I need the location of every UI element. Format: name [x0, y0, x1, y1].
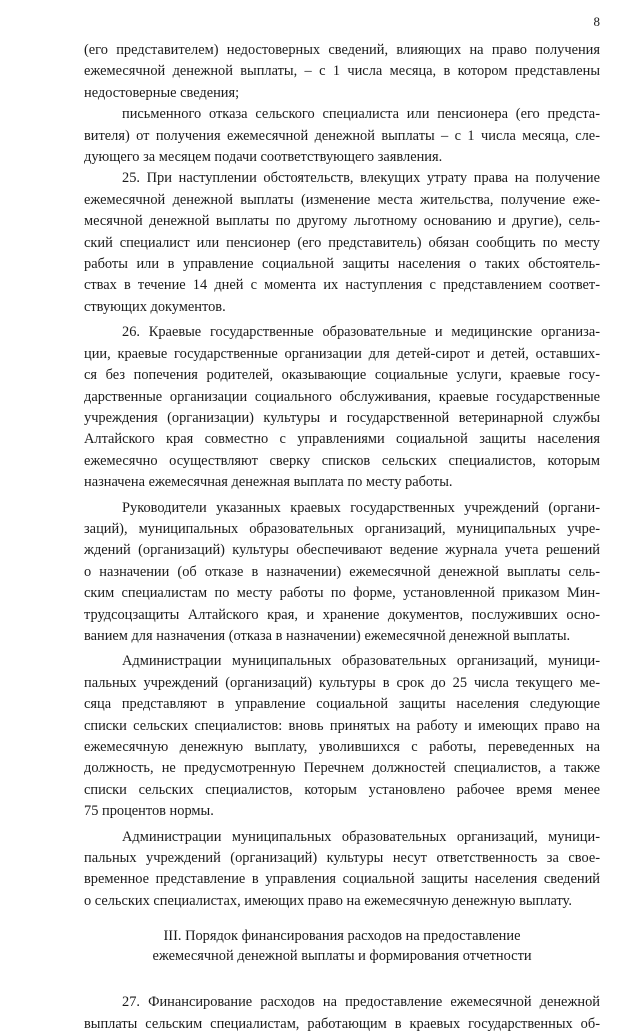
text-line: 26. Краевые государственные образовательные и медицинские организа-: [122, 324, 600, 341]
text-line: о сельских специалистах, имеющих право на ежемесячную денежную выплату.: [84, 892, 572, 909]
text-line: месячной денежной выплаты по другому льготному основанию и другие), сель-: [84, 213, 600, 230]
text-line: 25. При наступлении обстоятельств, влекущих утрату права на получение: [122, 170, 600, 187]
text-line: временное представление в управления социальной защиты населения сведений: [84, 871, 600, 888]
text-line: ствующих документов.: [84, 298, 226, 315]
text-line: выплаты сельским специалистам, работающим в краевых государственных об-: [84, 1015, 600, 1032]
text-line: ции, краевые государственные организации для детей-сирот и детей, оставших-: [84, 345, 600, 362]
text-line: заций), муниципальных образовательных организаций, муниципальных учре-: [84, 520, 600, 537]
paragraph-25: [84, 168, 600, 318]
text-line: трудсоцзащиты Алтайского края, и хранение документов, послуживших осно-: [84, 606, 600, 623]
text-line: ся без попечения родителей, оказывающие социальные услуги, краевые госу-: [84, 367, 600, 384]
section-heading-line: ежемесячной денежной выплаты и формирования отчетности: [152, 948, 532, 965]
document-body: [84, 40, 600, 1035]
text-line: назначена ежемесячная денежная выплата по месту работы.: [84, 474, 453, 491]
paragraph-continuation: [84, 40, 600, 104]
paragraph-refusal: [84, 104, 600, 168]
text-line: Руководители указанных краевых государственных учреждений (органи-: [122, 499, 600, 516]
text-line: пальных учреждений (организаций) культуры в срок до 25 числа текущего ме-: [84, 674, 600, 691]
paragraph-administrations-lists: [84, 651, 600, 822]
text-line: дарственные организации социального обслуживания, краевые государственные: [84, 388, 600, 405]
text-line: списки сельских специалистов: вновь принятых на работу и имеющих право на: [84, 717, 600, 734]
text-line: ским специалистам по месту работы по форме, установленной приказом Мин-: [84, 585, 600, 602]
paragraph-26: [84, 322, 600, 493]
text-line: ский специалист или пенсионер (его представитель) обязан сообщить по месту: [84, 234, 600, 251]
text-line: ежемесячной денежной выплаты, – с 1 числа месяца, в котором представлены: [84, 63, 600, 80]
text-line: 27. Финансирование расходов на предоставление ежемесячной денежной: [122, 994, 600, 1011]
paragraph-heads: [84, 498, 600, 648]
text-line: дующего за месяцем подачи соответствующего заявления.: [84, 149, 443, 166]
text-line: пальных учреждений (организаций) культуры несут ответственность за свое-: [84, 850, 600, 867]
text-line: (его представителем) недостоверных сведений, влияющих на право получения: [84, 42, 600, 58]
text-line: должность, не предусмотренную Перечнем должностей специалистов, а также: [84, 760, 600, 777]
text-line: письменного отказа сельского специалиста или пенсионера (его предста-: [122, 106, 600, 123]
text-line: ствах в течение 14 дней с момента их наступления с представлением соответ-: [84, 277, 600, 294]
paragraph-administrations-responsibility: [84, 827, 600, 913]
text-line: ежемесячную денежную выплату, уволившихся с работы, переведенных на: [84, 739, 600, 755]
text-line: работы или в управление социальной защиты населения о таких обстоятель-: [84, 256, 600, 273]
text-line: учреждения (организации) культуры и государственной ветеринарной службы: [84, 409, 600, 426]
text-line: 75 процентов нормы.: [84, 803, 214, 820]
text-line: недостоверные сведения;: [84, 84, 240, 101]
page-number: 8: [593, 14, 600, 29]
text-line: ежемесячно осуществляют сверку списков сельских специалистов, которым: [84, 452, 600, 469]
text-line: ежемесячной денежной выплаты (изменение места жительства, получение еже-: [84, 191, 600, 208]
text-line: ванием для назначения (отказа в назначении) ежемесячной денежной выплаты.: [84, 627, 571, 644]
text-line: Алтайского края совместно с управлениями социальной защиты населения: [84, 431, 600, 448]
text-line: сяца представляют в управление социальной защиты населения следующие: [84, 696, 600, 713]
paragraph-27: [84, 992, 600, 1035]
text-line: Администрации муниципальных образовательных организаций, муници-: [122, 653, 600, 670]
text-line: ждений (организаций) культуры обеспечивают ведение журнала учета решений: [84, 542, 600, 559]
section-heading-line: III. Порядок финансирования расходов на предоставление: [163, 928, 521, 945]
text-line: Администрации муниципальных образовательных организаций, муници-: [122, 828, 600, 845]
text-line: списки сельских специалистов, которым установлено рабочее время менее: [84, 781, 600, 798]
text-line: вителя) от получения ежемесячной денежной выплаты – с 1 числа месяца, сле-: [84, 127, 600, 144]
text-line: о назначении (об отказе в назначении) ежемесячной денежной выплаты сель-: [84, 563, 600, 580]
section-heading: [84, 926, 600, 966]
